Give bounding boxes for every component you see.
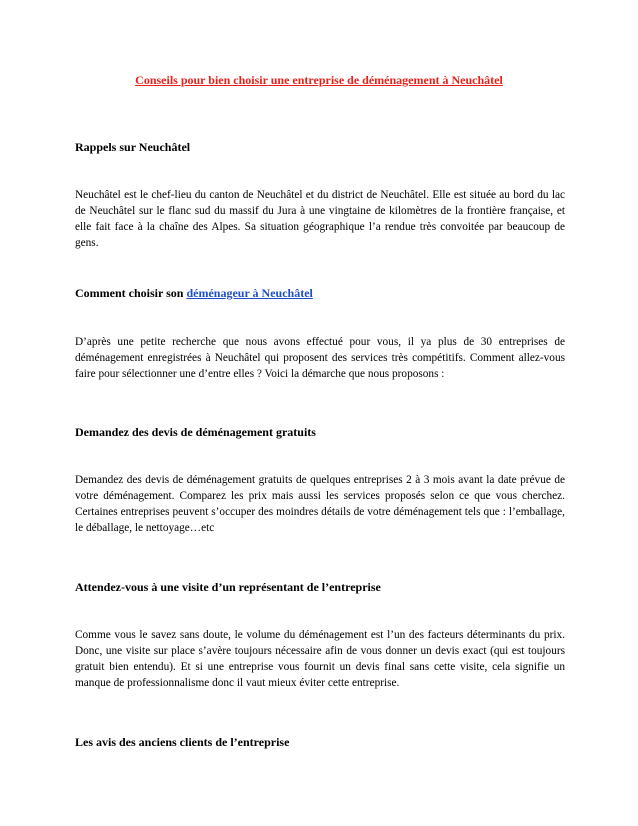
section-body-visite: Comme vous le savez sans doute, le volume du déménagement est l’un des facteurs déterminants du prix. Donc, une visite sur place s’avère toujours nécessaire afin de vous donner un devis exact (qui est toujours gratuit bien entendu). Et si une entreprise vous fournit un devis final sans cette visite, cela signifie un manque de professionnalisme donc il vaut mieux éviter cette entreprise. bbox=[75, 629, 565, 689]
section-heading-rappels: Rappels sur Neuchâtel bbox=[75, 140, 191, 154]
section-heading-prefix: Comment choisir son bbox=[75, 286, 187, 300]
section-heading-comment-choisir bbox=[75, 286, 565, 301]
demenageur-neuchatel-link[interactable]: déménageur à Neuchâtel bbox=[186, 286, 313, 300]
section-heading-devis: Demandez des devis de déménagement gratuits bbox=[75, 425, 316, 439]
section-heading-visite: Attendez-vous à une visite d’un représentant de l’entreprise bbox=[75, 580, 381, 594]
section-heading-avis: Les avis des anciens clients de l’entreprise bbox=[75, 735, 290, 749]
document-title-text: Conseils pour bien choisir une entreprise de déménagement à Neuchâtel bbox=[135, 73, 503, 87]
section-body-rappels: Neuchâtel est le chef-lieu du canton de Neuchâtel et du district de Neuchâtel. Elle est située au bord du lac de Neuchâtel sur le flanc sud du massif du Jura à une vingtaine de kilomètres de la frontière française, et elle fait face à la chaîne des Alpes. Sa situation géographique l’a rendue très convoitée par beaucoup de gens. bbox=[75, 189, 565, 249]
section-body-devis: Demandez des devis de déménagement gratuits de quelques entreprises 2 à 3 mois avant la date prévue de votre déménagement. Comparez les prix mais aussi les services proposés selon ce que vous cherchez. Certaines entreprises peuvent s’occuper des moindres détails de votre déménagement tels que : l’emballage, le déballage, le nettoyage…etc bbox=[75, 474, 565, 534]
section-body-comment-choisir: D’après une petite recherche que nous avons effectué pour vous, il ya plus de 30 entreprises de déménagement enregistrées à Neuchâtel qui proposent des services très compétitifs. Comment allez-vous faire pour sélectionner une d’entre elles ? Voici la démarche que nous proposons : bbox=[75, 336, 565, 380]
document-title bbox=[0, 73, 638, 88]
